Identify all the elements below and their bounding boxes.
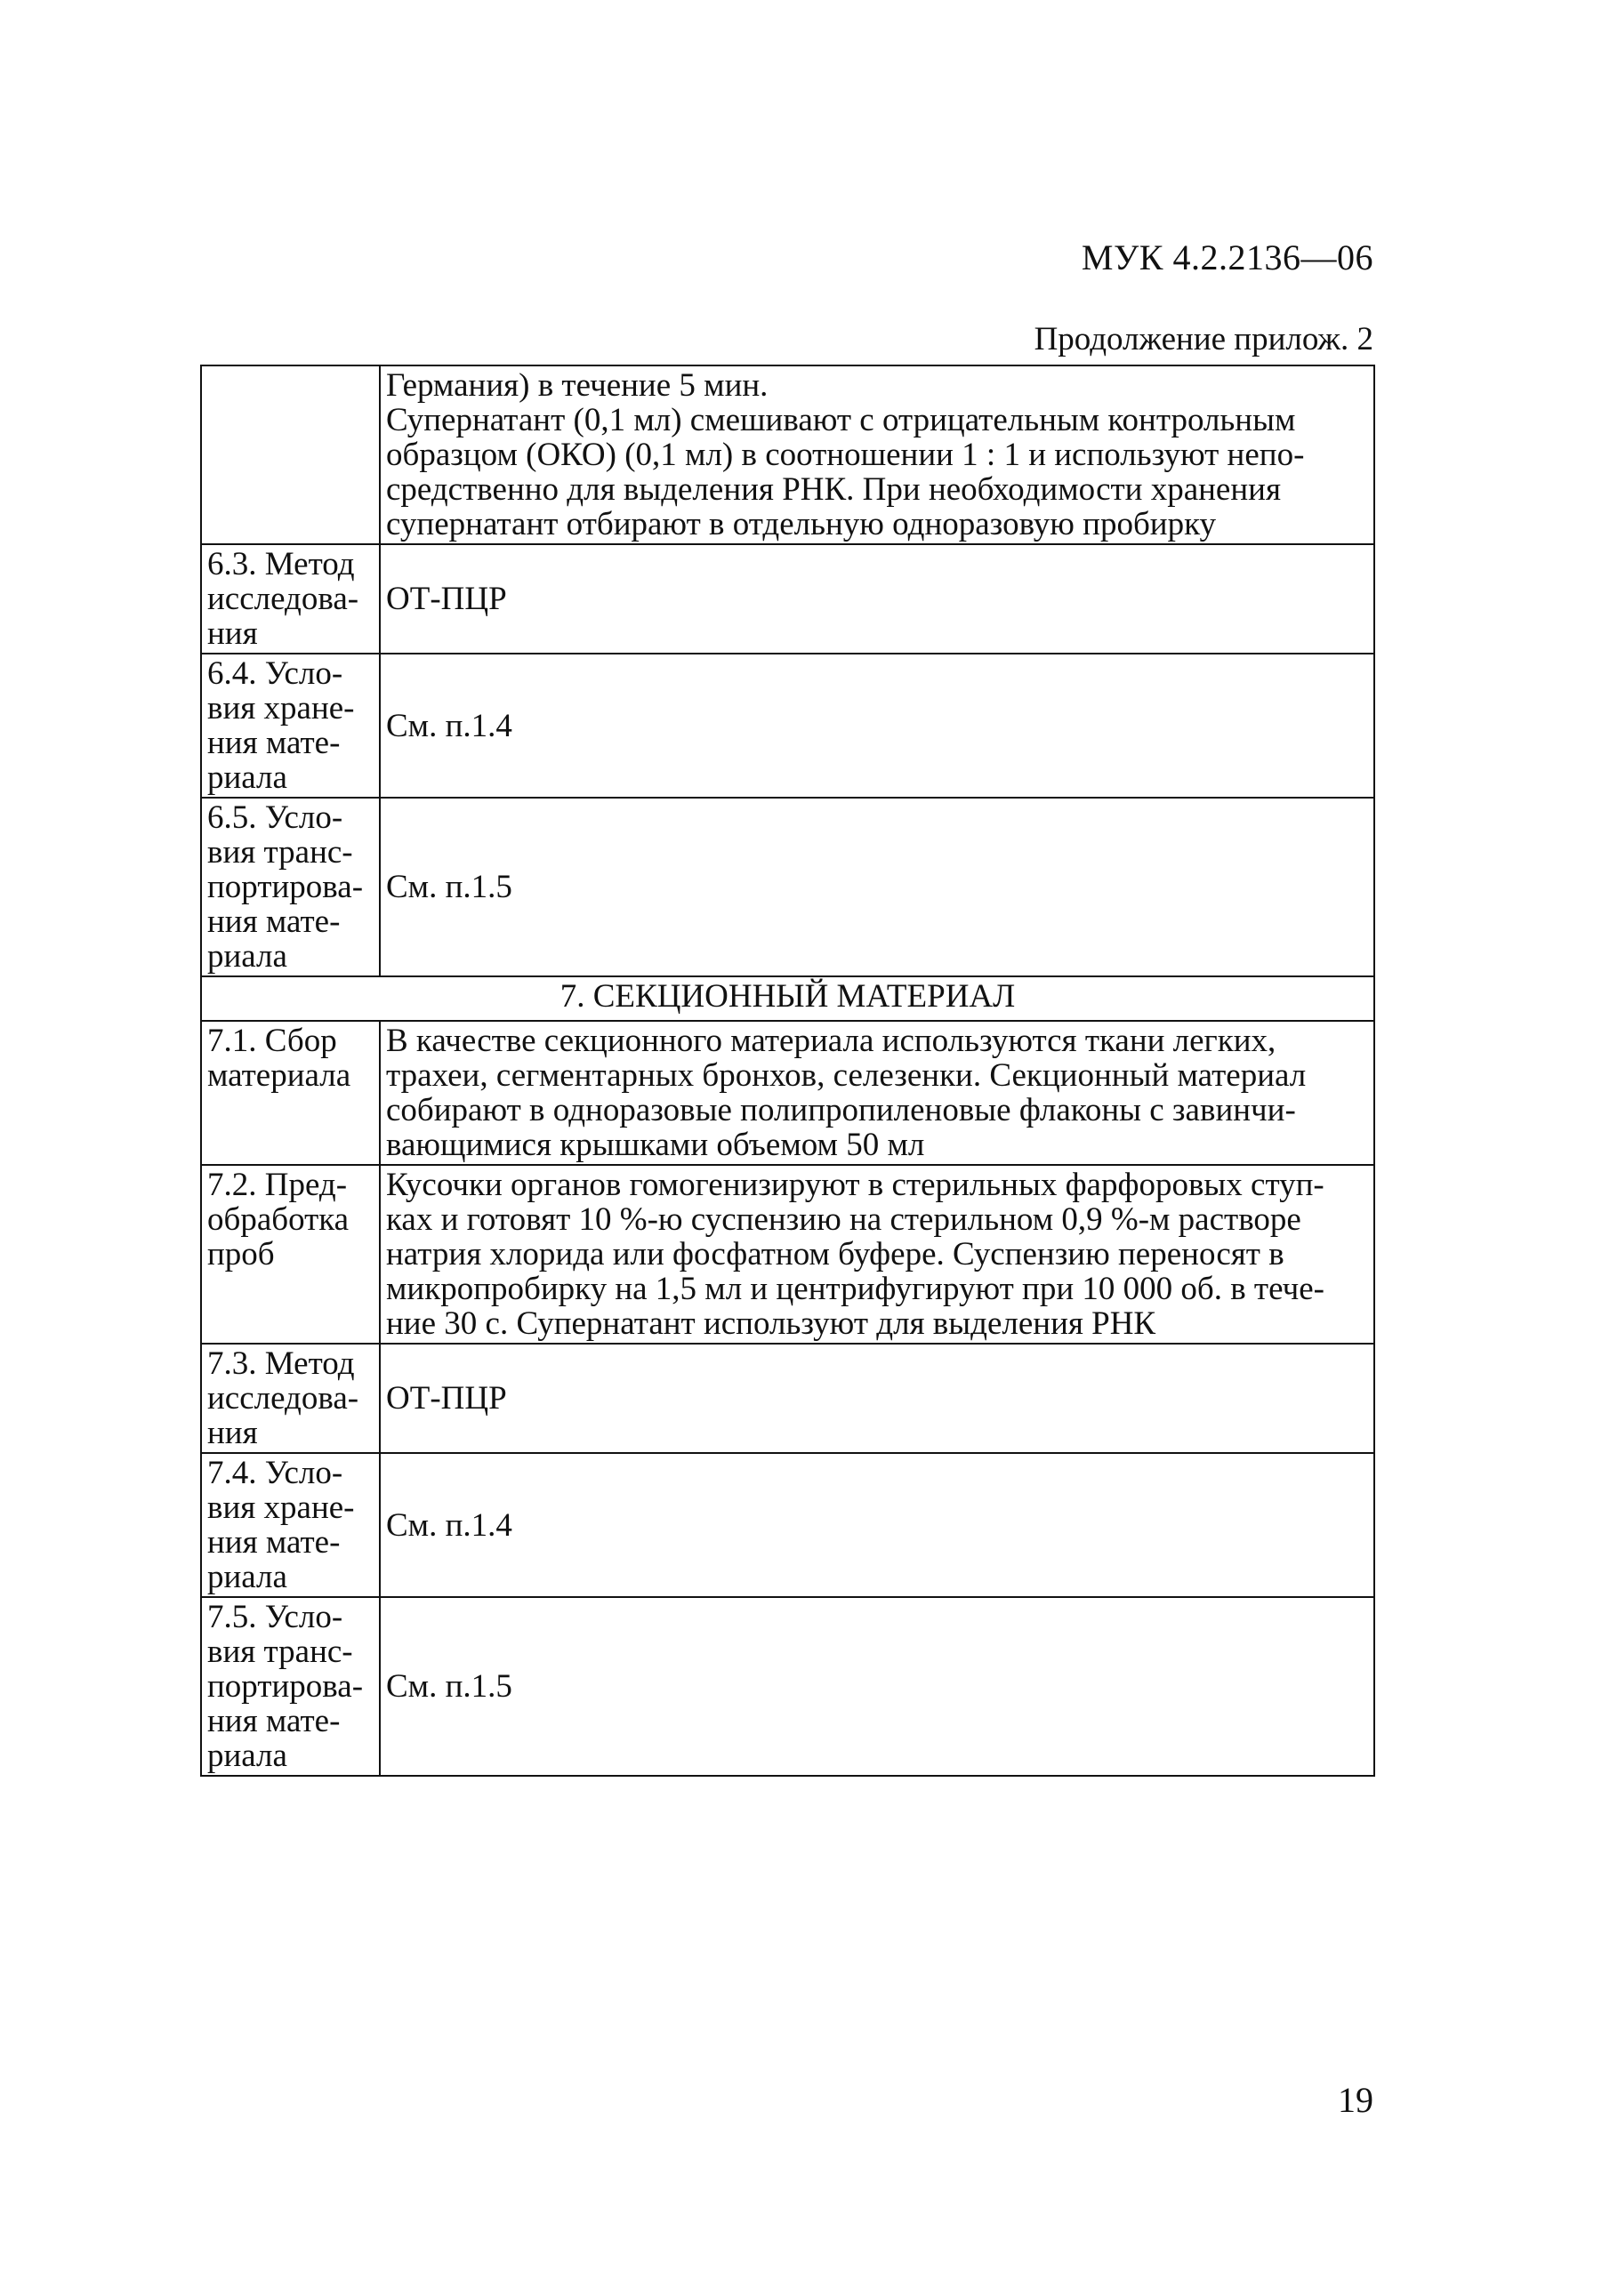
methods-table: [200, 365, 1375, 1777]
table-row: [201, 365, 1374, 544]
page-number: 19: [1338, 2080, 1373, 2120]
row-label-7-1: 7.1. Сбор материала: [201, 1021, 380, 1165]
document-code: МУК 4.2.2136—06: [1081, 237, 1373, 277]
row-value-7-1: В качестве секционного материала используются ткани легких, трахеи, сегментарных бронхов, селезенки. Секционный материал собирают в одноразовые полипропиленовые флаконы с завинчи- вающимися крышками объемом 50 мл: [380, 1021, 1374, 1165]
row-label-6-3: 6.3. Метод исследова- ния: [201, 544, 380, 654]
row-label-6-5: 6.5. Усло- вия транс- портирова- ния мате- риала: [201, 798, 380, 976]
table-row: [201, 654, 1374, 798]
row-label-7-3: 7.3. Метод исследова- ния: [201, 1344, 380, 1453]
table-row: [201, 1344, 1374, 1453]
text-line: Германия) в течение 5 мин.: [386, 367, 769, 404]
table-row: [201, 1597, 1374, 1776]
row-value-6-5: См. п.1.5: [380, 798, 1374, 976]
table-row: [201, 1021, 1374, 1165]
table-row: [201, 1453, 1374, 1597]
text-line: средственно для выделения РНК. При необходимости хранения: [386, 471, 1281, 508]
text-line: Супернатант (0,1 мл) смешивают с отрицательным контрольным: [386, 402, 1296, 438]
table-row: [201, 544, 1374, 654]
continuation-note: Продолжение прилож. 2: [1034, 321, 1373, 357]
table-row: [201, 1165, 1374, 1344]
row-label-7-5: 7.5. Усло- вия транс- портирова- ния мате- риала: [201, 1597, 380, 1776]
empty-label-cell: [201, 365, 380, 544]
table-row: [201, 976, 1374, 1021]
row-label-6-4: 6.4. Усло- вия хране- ния мате- риала: [201, 654, 380, 798]
row-value-7-5: См. п.1.5: [380, 1597, 1374, 1776]
row-label-7-4: 7.4. Усло- вия хране- ния мате- риала: [201, 1453, 380, 1597]
table-row: [201, 798, 1374, 976]
text-line: супернатант отбирают в отдельную одноразовую пробирку: [386, 506, 1217, 542]
row-value-7-2: Кусочки органов гомогенизируют в стерильных фарфоровых ступ- ках и готовят 10 %-ю суспензию на стерильном 0,9 %-м растворе натрия хлорида или фосфатном буфере. Суспензию переносят в микропробирку на 1,5 мл и центрифугируют при 10 000 об. в тече- ние 30 с. Супернатант используют для выделения РНК: [380, 1165, 1374, 1344]
row-value-6-4: См. п.1.4: [380, 654, 1374, 798]
row-label-7-2: 7.2. Пред- обработка проб: [201, 1165, 380, 1344]
row-value-6-3: ОТ-ПЦР: [380, 544, 1374, 654]
row-value-7-4: См. п.1.4: [380, 1453, 1374, 1597]
text-line: образцом (ОКО) (0,1 мл) в соотношении 1 : 1 и используют непо-: [386, 437, 1305, 473]
row-value-7-3: ОТ-ПЦР: [380, 1344, 1374, 1453]
sample-preparation-cell: [380, 365, 1374, 544]
section-heading-7: 7. СЕКЦИОННЫЙ МАТЕРИАЛ: [201, 976, 1374, 1021]
